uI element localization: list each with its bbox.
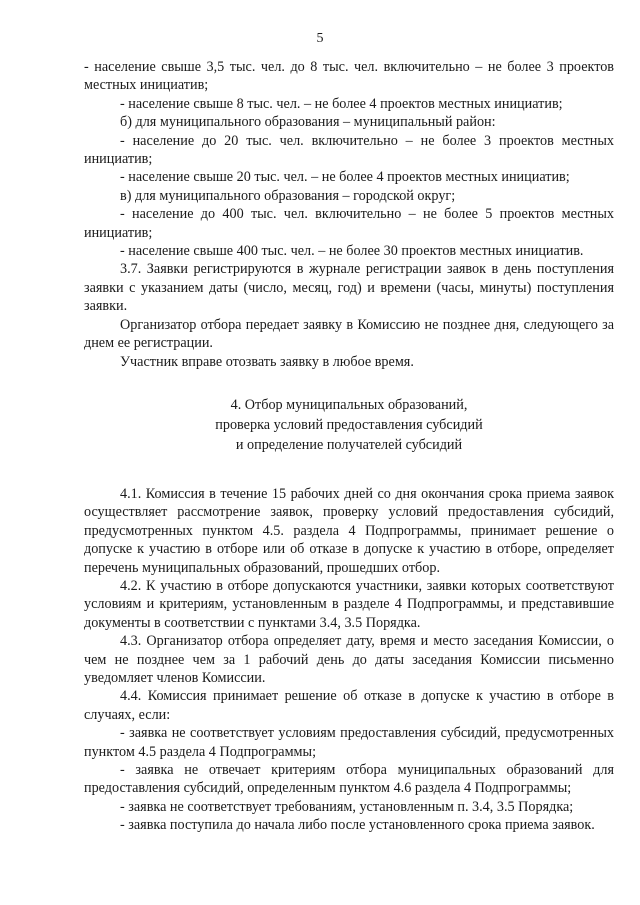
paragraph: - население свыше 20 тыс. чел. – не более 4 проектов местных инициатив; bbox=[120, 169, 570, 186]
paragraph: б) для муниципального образования – муниципальный район: bbox=[120, 114, 496, 131]
paragraph-3-7: 3.7. Заявки регистрируются в журнале регистрации заявок в день поступления заявки с указанием даты (число, месяц, год) и времени (часы, минуты) поступления заявки. bbox=[84, 261, 614, 315]
heading-line-2: проверка условий предоставления субсидий bbox=[215, 416, 483, 433]
list-item: - заявка не соответствует условиям предоставления субсидий, предусмотренных пунктом 4.5 раздела 4 Подпрограммы; bbox=[84, 725, 614, 760]
paragraph: - население до 20 тыс. чел. включительно – не более 3 проектов местных инициатив; bbox=[84, 132, 614, 168]
paragraph: Организатор отбора передает заявку в Комиссию не позднее дня, следующего за днем ее регистрации. bbox=[84, 316, 614, 352]
heading-line-3: и определение получателей субсидий bbox=[235, 436, 463, 453]
list-item: - заявка не соответствует требованиям, установленным п. 3.4, 3.5 Порядка; bbox=[120, 798, 574, 815]
list-item: - заявка не отвечает критериям отбора муниципальных образований для предоставления субсидий, определенным пунктом 4.6 раздела 4 Подпрограммы; bbox=[84, 762, 614, 797]
paragraph: - население свыше 8 тыс. чел. – не более 4 проектов местных инициатив; bbox=[120, 95, 563, 112]
section-heading bbox=[84, 395, 614, 455]
paragraph-4-3: 4.3. Организатор отбора определяет дату, время и место заседания Комиссии, о чем не позднее чем за 1 рабочий день до даты заседания Комиссии письменно уведомляет членов Комиссии. bbox=[84, 633, 614, 686]
page-number: 5 bbox=[316, 31, 324, 46]
paragraph: в) для муниципального образования – городской округ; bbox=[120, 187, 456, 204]
paragraph: - население до 400 тыс. чел. включительно – не более 5 проектов местных инициатив; bbox=[84, 206, 614, 241]
document-body bbox=[84, 58, 614, 835]
list-item: - заявка поступила до начала либо после установленного срока приема заявок. bbox=[120, 817, 595, 834]
heading-line-1: 4. Отбор муниципальных образований, bbox=[230, 396, 468, 413]
paragraph: Участник вправе отозвать заявку в любое время. bbox=[120, 353, 414, 370]
paragraph-4-4: 4.4. Комиссия принимает решение об отказе в допуске к участию в отборе в случаях, если: bbox=[84, 688, 614, 723]
paragraph-4-2: 4.2. К участию в отборе допускаются участники, заявки которых соответствуют условиям и критериям, установленным в разделе 4 Подпрограммы, и представившие документы в соответствии с пунктами 3.4, 3.5 Порядка. bbox=[84, 577, 614, 631]
paragraph: - население свыше 400 тыс. чел. – не более 30 проектов местных инициатив. bbox=[120, 243, 584, 260]
paragraph: - население свыше 3,5 тыс. чел. до 8 тыс. чел. включительно – не более 3 проектов местных инициатив; bbox=[84, 59, 614, 94]
paragraph-4-1: 4.1. Комиссия в течение 15 рабочих дней со дня окончания срока приема заявок осуществляет рассмотрение заявок, проверку условий предоставления субсидий, предусмотренных пунктом 4.5. раздела 4 Подпрограммы, принимает решение о допуске к участию в отборе или об отказе в допуске к участию в отборе, определяет перечень муниципальных образований, прошедших отбор. bbox=[84, 485, 614, 576]
